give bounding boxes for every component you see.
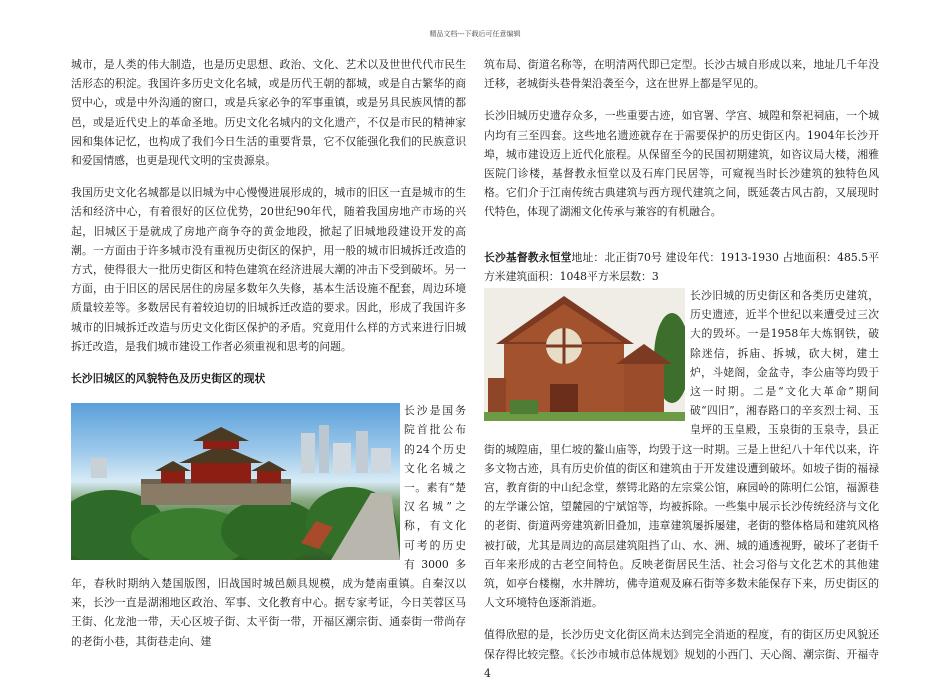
- church-info-line: [484, 248, 879, 286]
- left-paragraph-3: 长沙是国务院首批公布的24个历史文化名城之一。素有“楚汉名城”之称，有文化可考的历史有3000多年，春秋时期纳入楚国版图，旧战国时城邑颇具规模，成为楚南重镇。自秦汉以来，长沙一直是湖湘地区政治、军事、文化教育中心。据专家考证，今日芙蓉区马王街、化龙池一带，天心区坡子街、太平街一带，开福区潮宗街、通泰街一带尚存的老街小巷，其街巷走向、建: [71, 404, 466, 648]
- church-title: 长沙基督教永恒堂: [484, 250, 572, 264]
- right-paragraph-3: 长沙旧城的历史街区和各类历史建筑，历史遗迹，近半个世纪以来遭受过三次大的毁坏。一是1958年大炼钢铁，破除迷信，拆庙、拆城，砍大树，建土炉，斗姥阁，金盆寺，李公庙等均毁于这一时期。二是“文化大革命”期间破“四旧”，湘春路口的辛亥烈士祠、玉皇坪的玉皇殿，玉泉街的玉泉寺，县正街的城隍庙，里仁坡的鳌山庙等，均毁于这一时期。三是上世纪八十年代以来，许多文物古迹，具有历史价值的街区和建筑由于开发建设遭到破坏。如坡子街的福禄宫，教育街的中山纪念堂，蔡锷北路的左宗棠公馆，麻园岭的陈明仁公馆，福源巷的左学谦公馆，望麓园的宁斌馆等，均被拆除。一些集中展示长沙传统经济与文化的老街、街道两旁建筑新旧叠加，违章建筑屡拆屡建，老街的整体格局和建筑风格被打破，尤其是周边的高层建筑阻挡了山、水、洲、城的通透视野，破坏了老街千百年来形成的古老空间特色。反映老街居民生活、社会习俗与文化艺术的其他建筑，如亭台楼榭，水井牌坊，佛寺道观及麻石街等多数未能保存下来，历史街区的人文环境特色逐渐消逝。: [484, 289, 879, 610]
- right-paragraph-2: 长沙旧城历史遗存众多，一些重要古迹，如官署、学宫、城隍和祭祀祠庙，一个城内均有三至四套。这些地名遗迹就存在于需要保护的历史街区内。1904年长沙开埠，城市建设迈上近代化旅程。从保留至今的民国初期建筑，如咨议局大楼，湘雅医院门诊楼，基督教永恒堂以及石库门民居等，可窥视当时长沙建筑的独特色风格。它们介于江南传统古典建筑与西方现代建筑之间，既延袭古风古韵，又展现时代特色，体现了湖湘文化传承与兼容的有机融合。: [484, 109, 879, 219]
- left-column: [71, 55, 466, 651]
- right-paragraph-1: 筑布局、街道名称等，在明清两代即已定型。长沙古城自形成以来，地址几千年没迁移，老城街头巷骨架沿袭至今，这在世界上都是罕见的。: [484, 58, 879, 91]
- church-details: 地址：北正街70号 建设年代：1913-1930 占地面积：485.5平方米建筑面积：1048平方米层数：3: [484, 250, 879, 283]
- tianxinge-pavilion-photo: [71, 403, 400, 560]
- left-paragraph-1: 城市，是人类的伟大制造，也是历史思想、政治、文化、艺术以及世世代代市民生活形态的积淀。我国许多历史文化名城，或是历代王朝的都城，或是自古繁华的商贸中心，或是中外沟通的窗口，或是兵家必争的军事重镇，或是另具民族风情的都邑，或是近代史上的革命圣地。历史文化名城内的文化遗产，不仅是市民的精神家园和集体记忆，也构成了我们今日生活的重要背景，它不仅能强化我们的民族意识和爱国情感，也更是现代文明的宝贵源泉。: [71, 58, 466, 168]
- left-paragraph-2: 我国历史文化名城都是以旧城为中心慢慢进展形成的，城市的旧区一直是城市的生活和经济中心，有着很好的区位优势，20世纪90年代，随着我国房地产市场的兴起，旧城区于是就成了房地产商争夺的黄金地段，掀起了旧城地段建设开发的高潮。一方面由于许多城市没有重视历史街区的保护，用一般的城市旧城拆迁改造的方式，使得很大一批历史街区和特色建筑在经济进展大潮的冲击下受到破坏。另一方面，由于旧区的居民居住的房屋多数年久失修，基本生活设施不配套，周边环境质量较差等。多数居民有着较迫切的旧城拆迁改造的要求。因此，形成了我国许多城市的旧城拆迁改造与历史文化街区保护的矛盾。究竟用什么样的方式来进行旧城拆迁改造，是我们城市建设工作者必须重视和思考的问题。: [71, 186, 466, 353]
- page-header: 精品文档---下载后可任意编辑: [429, 30, 521, 38]
- church-photo: [484, 288, 685, 421]
- right-paragraph-4: 值得欣慰的是，长沙历史文化街区尚未达到完全消逝的程度，有的街区历史风貌还保存得比较完整。《长沙市城市总体规划》规划的小西门、天心阁、潮宗街、开福寺4: [484, 628, 879, 680]
- section-heading: 长沙旧城区的风貌特色及历史街区的现状: [71, 372, 266, 386]
- right-column: [484, 55, 879, 683]
